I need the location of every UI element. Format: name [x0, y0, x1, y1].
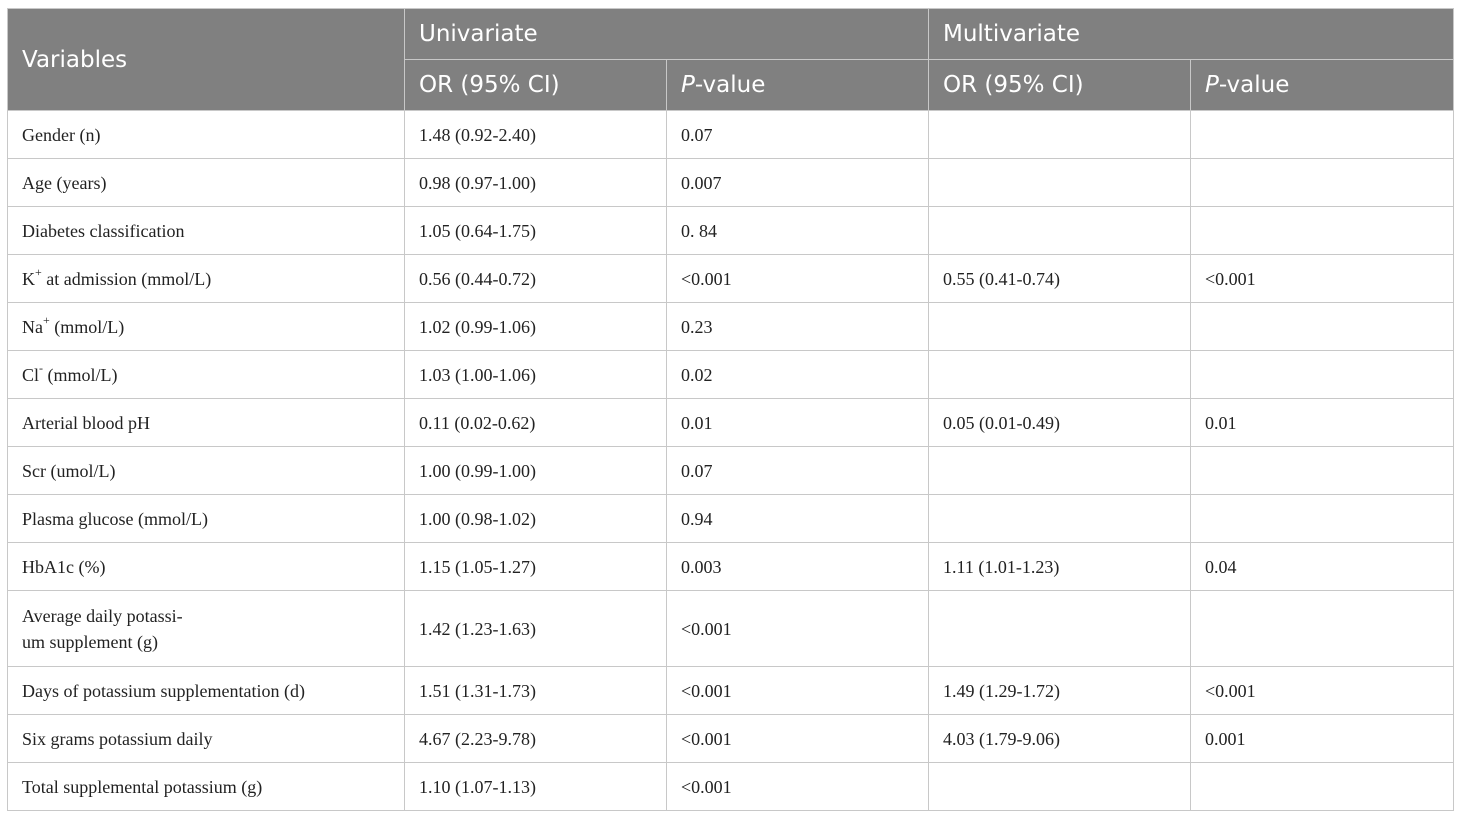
multivariate-or-cell: 4.03 (1.79-9.06): [929, 715, 1191, 763]
header-univariate: Univariate: [405, 9, 929, 60]
variable-cell: Days of potassium supplementation (d): [8, 667, 405, 715]
p-italic: P: [1205, 72, 1219, 98]
univariate-or-cell: 1.48 (0.92-2.40): [405, 111, 667, 159]
multivariate-p-cell: <0.001: [1191, 667, 1454, 715]
multivariate-or-cell: 1.49 (1.29-1.72): [929, 667, 1191, 715]
univariate-or-cell: 1.05 (0.64-1.75): [405, 207, 667, 255]
variable-base: K: [22, 268, 35, 289]
multivariate-or-cell: [929, 111, 1191, 159]
univariate-or-cell: 0.11 (0.02-0.62): [405, 399, 667, 447]
multivariate-or-cell: 0.05 (0.01-0.49): [929, 399, 1191, 447]
multivariate-or-cell: [929, 351, 1191, 399]
univariate-p-cell: 0. 84: [667, 207, 929, 255]
table-row: [8, 399, 1454, 447]
multivariate-or-cell: [929, 159, 1191, 207]
multivariate-or-cell: [929, 207, 1191, 255]
univariate-p-cell: 0.94: [667, 495, 929, 543]
univariate-or-cell: 1.03 (1.00-1.06): [405, 351, 667, 399]
multivariate-or-cell: [929, 303, 1191, 351]
multivariate-p-cell: [1191, 159, 1454, 207]
variable-cell: [8, 303, 405, 351]
header-variables: Variables: [8, 9, 405, 111]
table-row: [8, 447, 1454, 495]
variable-cell: [8, 351, 405, 399]
variable-line-2: um supplement (g): [22, 631, 158, 652]
variable-cell: Diabetes classification: [8, 207, 405, 255]
univariate-p-cell: 0.07: [667, 111, 929, 159]
multivariate-p-cell: 0.001: [1191, 715, 1454, 763]
header-univariate-p: [667, 60, 929, 111]
p-suffix: -value: [1218, 72, 1290, 98]
table-row: [8, 667, 1454, 715]
multivariate-or-cell: [929, 591, 1191, 667]
multivariate-p-cell: 0.01: [1191, 399, 1454, 447]
univariate-or-cell: 1.51 (1.31-1.73): [405, 667, 667, 715]
variable-cell: [8, 591, 405, 667]
multivariate-p-cell: <0.001: [1191, 255, 1454, 303]
table-row: [8, 495, 1454, 543]
table-row: [8, 351, 1454, 399]
univariate-or-cell: 1.10 (1.07-1.13): [405, 763, 667, 811]
univariate-p-cell: <0.001: [667, 763, 929, 811]
table-row: [8, 159, 1454, 207]
multivariate-p-cell: [1191, 495, 1454, 543]
univariate-or-cell: 0.98 (0.97-1.00): [405, 159, 667, 207]
variable-cell: Six grams potassium daily: [8, 715, 405, 763]
univariate-or-cell: 1.42 (1.23-1.63): [405, 591, 667, 667]
variable-cell: [8, 255, 405, 303]
univariate-or-cell: 1.15 (1.05-1.27): [405, 543, 667, 591]
multivariate-p-cell: [1191, 207, 1454, 255]
univariate-or-cell: 1.00 (0.99-1.00): [405, 447, 667, 495]
multivariate-or-cell: [929, 495, 1191, 543]
variable-cell: Total supplemental potassium (g): [8, 763, 405, 811]
multivariate-or-cell: 0.55 (0.41-0.74): [929, 255, 1191, 303]
univariate-p-cell: <0.001: [667, 715, 929, 763]
table-row: [8, 207, 1454, 255]
univariate-or-cell: 4.67 (2.23-9.78): [405, 715, 667, 763]
table-row: [8, 715, 1454, 763]
multivariate-p-cell: [1191, 351, 1454, 399]
variable-rest: (mmol/L): [49, 316, 125, 337]
univariate-or-cell: 1.02 (0.99-1.06): [405, 303, 667, 351]
table-row: [8, 591, 1454, 667]
table-body: [8, 111, 1454, 811]
table-row: [8, 111, 1454, 159]
header-multivariate-or: OR (95% CI): [929, 60, 1191, 111]
multivariate-p-cell: 0.04: [1191, 543, 1454, 591]
univariate-p-cell: <0.001: [667, 667, 929, 715]
table-row: [8, 763, 1454, 811]
univariate-p-cell: 0.003: [667, 543, 929, 591]
table-row: [8, 255, 1454, 303]
header-multivariate: Multivariate: [929, 9, 1454, 60]
univariate-p-cell: 0.02: [667, 351, 929, 399]
variable-cell: Age (years): [8, 159, 405, 207]
variable-superscript: +: [43, 312, 50, 327]
multivariate-p-cell: [1191, 591, 1454, 667]
table-row: [8, 543, 1454, 591]
header-univariate-or: OR (95% CI): [405, 60, 667, 111]
p-italic: P: [681, 72, 695, 98]
univariate-or-cell: 0.56 (0.44-0.72): [405, 255, 667, 303]
multivariate-or-cell: [929, 447, 1191, 495]
univariate-p-cell: 0.01: [667, 399, 929, 447]
multivariate-or-cell: [929, 763, 1191, 811]
variable-superscript: -: [39, 360, 44, 375]
regression-table: [7, 8, 1454, 811]
variable-cell: HbA1c (%): [8, 543, 405, 591]
p-suffix: -value: [694, 72, 766, 98]
table-header: [8, 9, 1454, 111]
univariate-p-cell: <0.001: [667, 591, 929, 667]
univariate-p-cell: 0.07: [667, 447, 929, 495]
variable-cell: Gender (n): [8, 111, 405, 159]
variable-rest: at admission (mmol/L): [41, 268, 212, 289]
multivariate-p-cell: [1191, 763, 1454, 811]
variable-cell: Arterial blood pH: [8, 399, 405, 447]
multivariate-p-cell: [1191, 303, 1454, 351]
variable-line-1: Average daily potassi-: [22, 605, 183, 626]
variable-base: Cl: [22, 364, 40, 385]
multivariate-or-cell: 1.11 (1.01-1.23): [929, 543, 1191, 591]
univariate-p-cell: <0.001: [667, 255, 929, 303]
table-row: [8, 303, 1454, 351]
univariate-or-cell: 1.00 (0.98-1.02): [405, 495, 667, 543]
multivariate-p-cell: [1191, 111, 1454, 159]
variable-cell: Plasma glucose (mmol/L): [8, 495, 405, 543]
variable-cell: Scr (umol/L): [8, 447, 405, 495]
variable-superscript: +: [35, 264, 42, 279]
variable-base: Na: [22, 316, 43, 337]
univariate-p-cell: 0.23: [667, 303, 929, 351]
header-multivariate-p: [1191, 60, 1454, 111]
multivariate-p-cell: [1191, 447, 1454, 495]
variable-rest: (mmol/L): [43, 364, 118, 385]
univariate-p-cell: 0.007: [667, 159, 929, 207]
